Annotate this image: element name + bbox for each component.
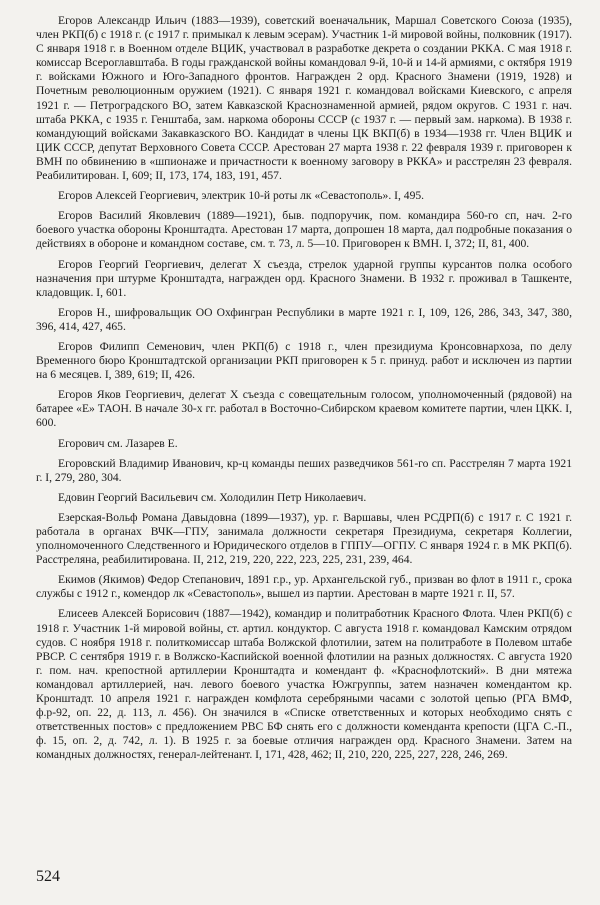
entry-egorov-aleksandr: Егоров Александр Ильич (1883—1939), советский военачальник, Маршал Советского Союза (1935), член РКП(б) с 1918 г. (с 1917 г. примыкал к левым эсерам). Участник 1-й мировой войны, полковник (1917). С января 1918 г. в Военном отделе ВЦИК, участвовал в разработке декрета о создании РККА. С мая 1918 г. комиссар Всероглавштаба. В годы гражданской войны командовал 9-й, 10-й и 14-й армиями, с октября 1919 г. войсками Южного и Юго-Западного фронтов. Награжден 2 орд. Красного Знамени (1919, 1928) и Почетным революционным оружием (1921). С января 1921 г. командовал войсками Киевского, с апреля 1921 г. — Петроградского ВО, затем Кавказской Краснознаменной армией, рядом округов. С 1931 г. нач. штаба РККА, с 1935 г. Генштаба, зам. наркома обороны СССР (с 1937 г. — первый зам. наркома). В 1938 г. командующий войсками Закавказского ВО. Кандидат в члены ЦК ВКП(б) в 1934—1938 гг. Член ВЦИК и ЦИК СССР, депутат Верховного Совета СССР. Арестован 27 марта 1938 г. 22 февраля 1939 г. приговорен к ВМН по обвинению в «шпионаже и причастности к военному заговору в РККА» и расстрелян 23 февраля. Реабилитирован. I, 609; II, 173, 174, 183, 191, 457. bbox=[36, 14, 572, 183]
entry-egorov-aleksey: Егоров Алексей Георгиевич, электрик 10-й роты лк «Севастополь». I, 495. bbox=[58, 189, 425, 203]
entry-ekimov: Екимов (Якимов) Федор Степанович, 1891 г.р., ур. Архангельской губ., призван во флот в 1911 г., срока службы с 1912 г., комендор лк «Севастополь», вышел из партии. Арестован в марте 1921 г. II, 57. bbox=[36, 573, 572, 601]
entry-egorov-vasiliy: Егоров Василий Яковлевич (1889—1921), быв. подпоручик, пом. командира 560-го сп, нач. 2-го боевого участка обороны Кронштадта. Арестован 17 марта, допрошен 18 марта, дал подробные показания о действиях в обороне и командном составе, см. т. 73, л. 5—10. Приговорен к ВМН. I, 372; II, 81, 400. bbox=[36, 209, 572, 251]
entry-egorov-n: Егоров Н., шифровальщик ОО Охфингран Республики в марте 1921 г. I, 109, 126, 286, 343, 347, 380, 396, 414, 427, 465. bbox=[36, 305, 572, 333]
entry-egorov-filipp: Егоров Филипп Семенович, член РКП(б) с 1918 г., член президиума Кронсовнархоза, по делу Временного бюро Кронштадтской организации РКП приговорен к 5 г. принуд. работ и исключен из партии на 6 месяцев. I, 389, 619; II, 426. bbox=[36, 339, 572, 382]
entry-ezerskaya-volf: Езерская-Вольф Романа Давыдовна (1899—1937), ур. г. Варшавы, член РСДРП(б) с 1917 г. С 1921 г. работала в органах ВЧК—ГПУ, занимала должности секретаря Президиума, секретаря Коллегии, уполномоченного Следственного и Юридического отделов в ГППУ—ОГПУ. С января 1924 г. в МК РКП(б). Расстреляна, реабилитирована. II, 212, 219, 220, 222, 223, 225, 231, 239, 464. bbox=[36, 510, 572, 567]
entry-eliseev: Елисеев Алексей Борисович (1887—1942), командир и политработник Красного Флота. Член РКП(б) с 1918 г. Участник 1-й мировой войны, ст. артил. кондуктор. С августа 1918 г. командовал Камским отрядом судов. С ноября 1918 г. политкомиссар штаба Волжской флотилии, затем на политработе в Полевом штабе РВСР. С сентября 1919 г. в Волжско-Каспийской военной флотилии на разных должностях. С августа 1920 г. пом. нач. крепостной артиллерии Кронштадта и комендант ф. «Краснофлотский». В дни мятежа командовал артиллерией, нач. левого боевого участка Южгруппы, затем назначен комендантом кр. Кронштадт. 10 апреля 1921 г. награжден комфлота серебряными часами с золотой цепью (РГА ВМФ, ф.р-92, оп. 22, д. 113, л. 456). Он значился в «Списке ответственных и которых необходимо снять с ответственных постов» с предложением РВС БФ снять его с должности коменданта крепости (ЦГА С.-П., ф. 15, оп. 2, д. 742, л. 1). В 1925 г. за боевые отличия награжден орд. Красного Знамени. Затем на командных должностях, генерал-лейтенант. I, 171, 428, 462; II, 210, 220, 225, 227, 228, 246, 269. bbox=[36, 607, 572, 762]
page-number: 524 bbox=[36, 868, 60, 885]
entry-egorovskiy: Егоровский Владимир Иванович, кр-ц команды пеших разведчиков 561-го сп. Расстрелян 7 марта 1921 г. I, 279, 280, 304. bbox=[36, 456, 572, 484]
entry-edovin: Едовин Георгий Васильевич см. Холодилин Петр Николаевич. bbox=[58, 490, 367, 504]
index-entries bbox=[36, 14, 572, 763]
entry-egorov-georgiy: Егоров Георгий Георгиевич, делегат X съезда, стрелок ударной группы курсантов полка особого назначения при штурме Кронштадта, награжден орд. Красного Знамени. В 1932 г. проживал в Ташкенте, кладовщик. I, 601. bbox=[36, 257, 572, 299]
entry-egorov-yakov: Егоров Яков Георгиевич, делегат X съезда с совещательным голосом, уполномоченный (рядовой) на батарее «Е» ТАОН. В начале 30-х гг. работал в Восточно-Сибирском краевом комитете партии, член ЦКК. I, 600. bbox=[36, 388, 572, 430]
entry-egorovich: Егорович см. Лазарев Е. bbox=[58, 436, 178, 450]
